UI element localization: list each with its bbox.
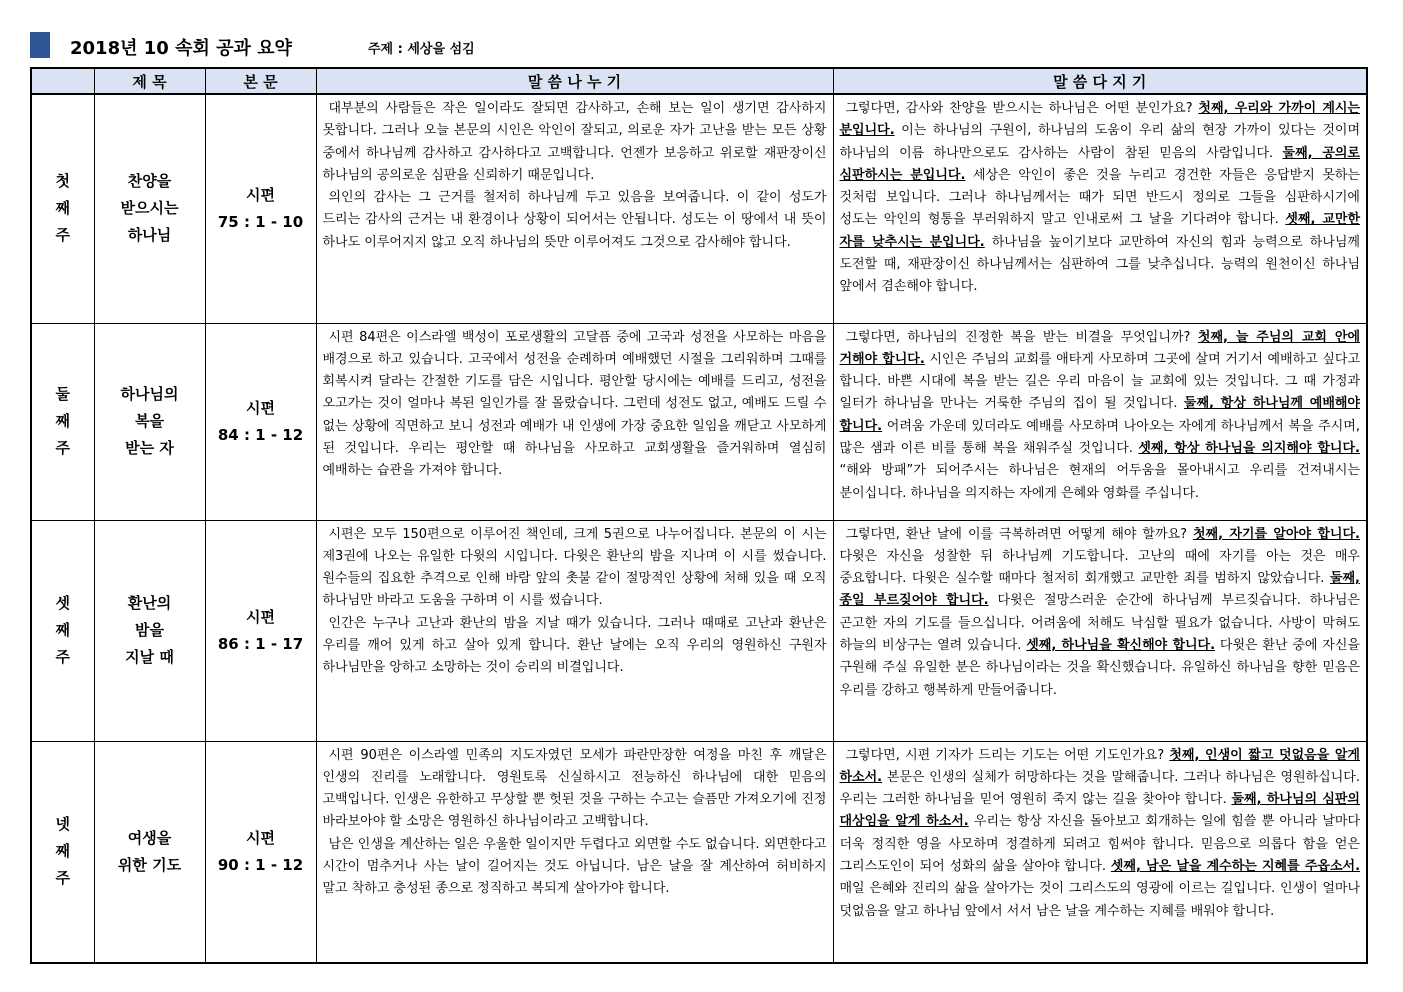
apply-text: 그렇다면, 하나님의 진정한 복을 받는 비결을 무엇입니까?: [845, 329, 1198, 345]
apply-text: 그렇다면, 환난 날에 이를 극복하려면 어떻게 해야 할까요?: [845, 526, 1193, 542]
apply-cell: [833, 741, 1367, 963]
header-subject: 제 목: [94, 68, 205, 94]
share-paragraph: 남은 인생을 계산하는 일은 우울한 일이지만 두렵다고 외면할 수도 없습니다. 외면한다고 시간이 멈추거나 사는 날이 길어지는 것도 아닙니다. 남은 날을 잘 계산하여 허비하지 말고 착하고 충성된 종으로 정직하고 복되게 살아가야 합니다.: [322, 836, 827, 897]
passage-book: 시편: [246, 398, 275, 417]
subject-cell: [94, 520, 205, 741]
header-apply: 말 씀 다 지 기: [833, 68, 1367, 94]
passage-cell: [205, 520, 316, 741]
passage-book: 시편: [246, 828, 275, 847]
share-cell: [316, 323, 833, 520]
table-header-row: [31, 68, 1367, 94]
week-cell: [31, 741, 94, 963]
passage-cell: [205, 323, 316, 520]
table-row: [31, 94, 1367, 323]
week-label: 둘: [55, 385, 70, 403]
subject-cell: [94, 323, 205, 520]
subject-line: 환난의: [127, 594, 172, 612]
table-row: [31, 741, 1367, 963]
lesson-summary-table: [30, 67, 1368, 964]
week-label: 째: [55, 842, 70, 861]
header-share: 말 씀 나 누 기: [316, 68, 833, 94]
subject-line: 하나님: [127, 226, 172, 245]
apply-text: 다윗은 절망스러운 순간에 하나님께 부르짖습니다. 하나님은 곤고한 자의 기도를 들으십니다. 어려움에 처해도 낙심할 필요가 없습니다. 사방이 막혀도 하늘의 비상구는 열려 있습니다.: [839, 593, 1360, 653]
subject-line: 지날 때: [125, 648, 174, 666]
apply-text: “해와 방패”가 되어주시는 하나님은 현재의 어두움을 몰아내시고 우리를 건져내시는 분이십니다. 하나님을 의지하는 자에게 은혜와 영화를 주십니다.: [839, 463, 1360, 501]
passage-verses: 90 : 1 - 12: [217, 855, 304, 874]
key-point: 셋째, 항상 하나님을 의지해야 합니다.: [1138, 440, 1360, 456]
apply-text: 우리는 항상 자신을 돌아보고 회개하는 일에 힘쓸 뿐 아니라 날마다 더욱 정직한 영을 사모하며 정결하게 되려고 힘써야 합니다. 믿음으로 의롭다 함을 얻은 그리스도인이 되어 성화의 삶을 살아야 합니다.: [839, 814, 1361, 874]
share-paragraph: 시편 84편은 이스라엘 백성이 포로생활의 고달픔 중에 고국과 성전을 사모하는 마음을 배경으로 하고 있습니다. 고국에서 성전을 순례하며 예배했던 시절을 그리워하며 그때를 회복시켜 달라는 간절한 기도를 담은 시입니다. 평안할 당시에는 예배를 드리고, 성전을 오고가는 것이 얼마나 복된 일인가를 잘 몰랐습니다. 그런데 성전도 없고, 예배도 드릴 수 없는 상황에 직면하고 보니 성전과 예배가 내 인생에 가장 중요한 일임을 깨닫고 사모하게 된 것입니다. 우리는 평안할 때 하나님을 사모하고 교회생활을 즐거워하며 열심히 예배하는 습관을 가져야 합니다.: [322, 329, 827, 479]
apply-text: 하나님을 높이기보다 교만하여 자신의 힘과 능력으로 하나님께 도전할 때, 재판장이신 하나님께서는 심판하여 그를 낮추십니다. 능력의 원천이신 하나님 앞에서 겸손해야 합니다.: [839, 234, 1360, 295]
passage-cell: [205, 741, 316, 963]
apply-text: 세상은 악인이 좋은 것을 누리고 경건한 자들은 응답받지 못하는 것처럼 보입니다. 그러나 하나님께서는 때가 되면 반드시 정의로 그들을 심판하시기에 성도는 악인의 형통을 부러워하지 말고 인내로써 그 날을 기다려야 합니다.: [839, 167, 1360, 228]
table-row: [31, 323, 1367, 520]
key-point: 첫째, 늘 주님의 교회 안에 거해야 합니다.: [839, 329, 1360, 367]
subject-line: 위한 기도: [117, 855, 182, 874]
key-point: 셋째, 하나님을 확신해야 합니다.: [1026, 637, 1216, 653]
share-cell: [316, 94, 833, 323]
apply-text: 다윗은 환난 중에 자신을 구원해 주실 유일한 분은 하나님이라는 것을 확신했습니다. 유일하신 하나님을 향한 믿음은 우리를 강하고 행복하게 만들어줍니다.: [839, 637, 1360, 698]
key-point: 둘째, 항상 하나님께 예배해야 합니다.: [839, 396, 1360, 434]
key-point: 첫째, 인생이 짧고 덧없음을 알게 하소서.: [839, 747, 1360, 785]
share-paragraph: 시편은 모두 150편으로 이루어진 책인데, 크게 5권으로 나누어집니다. 본문의 이 시는 제3권에 나오는 유일한 다윗의 시입니다. 다윗은 환난의 밤을 지나며 이 시를 썼습니다. 원수들의 집요한 추격으로 인해 바람 앞의 촛불 같이 절망적인 상황에 처해 있을 때 오직 하나님만 바라고 도움을 구하며 이 시를 썼습니다.: [322, 526, 827, 609]
passage-verses: 86 : 1 - 17: [217, 634, 304, 653]
key-point: 둘째, 하나님의 심판의 대상임을 알게 하소서.: [839, 792, 1360, 830]
subject-line: 복을: [135, 412, 164, 430]
key-point: 셋째, 교만한 자를 낮추시는 분입니다.: [839, 212, 1360, 250]
document-header: [30, 30, 1370, 62]
subject-line: 하나님의: [120, 385, 179, 403]
apply-text: 그렇다면, 감사와 찬양을 받으시는 하나님은 어떤 분인가요?: [845, 101, 1199, 116]
week-label: 주: [55, 226, 70, 245]
page-title: 2018년 10 속회 공과 요약: [70, 38, 292, 59]
subject-cell: [94, 741, 205, 963]
table-row: [31, 520, 1367, 741]
share-paragraph: 의인의 감사는 그 근거를 철저히 하나님께 두고 있음을 보여줍니다. 이 같이 성도가 드리는 감사의 근거는 내 환경이나 상황이 되어서는 안됩니다. 성도는 이 땅에서 내 뜻이 하나도 이루어지지 않고 오직 하나님의 뜻만 이루어져도 그것으로 감사해야 합니다.: [322, 190, 827, 250]
apply-cell: [833, 323, 1367, 520]
apply-text: 본문은 인생의 실체가 허망하다는 것을 말해줍니다. 그러나 하나님은 영원하십니다. 우리는 그러한 하나님을 믿어 영원히 죽지 않는 길을 찾아야 합니다.: [839, 769, 1360, 808]
apply-text: 이는 하나님의 구원이, 하나님의 도움이 우리 삶의 현장 가까이 있다는 것이며 하나님의 이름 하나만으로도 감사하는 사람이 참된 믿음의 사람입니다.: [839, 123, 1360, 161]
week-label: 넷: [55, 815, 70, 834]
week-label: 째: [55, 412, 70, 430]
key-point: 셋째, 남은 날을 계수하는 지혜를 주옵소서.: [1110, 858, 1361, 874]
week-cell: [31, 520, 94, 741]
subject-line: 밤을: [135, 621, 164, 639]
apply-text: 매일 은혜와 진리의 삶을 살아가는 것이 그리스도의 영광에 이르는 길입니다. 인생이 얼마나 덧없음을 알고 하나님 앞에서 서서 남은 날을 계수하는 지혜를 배워야 합니다.: [839, 881, 1360, 919]
apply-text: 다윗은 자신을 성찰한 뒤 하나님께 기도합니다. 고난의 때에 자기를 아는 것은 매우 중요합니다. 다윗은 실수할 때마다 철저히 회개했고 교만한 죄를 범하지 않았습니다.: [839, 548, 1360, 587]
key-point: 첫째, 자기를 알아야 합니다.: [1192, 526, 1360, 542]
passage-verses: 75 : 1 - 10: [217, 212, 304, 231]
page-subtitle: 주제 : 세상을 섬김: [368, 42, 475, 57]
apply-text: 시인은 주님의 교회를 애타게 사모하며 그곳에 살며 거기서 예배하고 싶다고 합니다. 바쁜 시대에 복을 받는 길은 우리 마음이 늘 교회에 있는 것입니다. 그 때 가정과 일터가 하나님을 만나는 거룩한 주님의 집이 될 것입니다.: [839, 351, 1361, 412]
passage-book: 시편: [246, 185, 275, 204]
apply-cell: [833, 94, 1367, 323]
key-point: 둘째, 종일 부르짖어야 합니다.: [839, 571, 1360, 609]
share-cell: [316, 741, 833, 963]
week-cell: [31, 323, 94, 520]
week-label: 주: [55, 648, 70, 666]
key-point: 첫째, 우리와 가까이 계시는 분입니다.: [839, 101, 1360, 139]
share-paragraph: 대부분의 사람들은 작은 일이라도 잘되면 감사하고, 손해 보는 일이 생기면 감사하지 못합니다. 그러나 오늘 본문의 시인은 악인이 잘되고, 의로운 자가 고난을 받는 모든 상황 중에서 하나님께 감사하고 감사하다고 고백합니다. 언젠가 보응하고 위로할 재판장이신 하나님의 공의로운 심판을 신뢰하기 때문입니다.: [322, 101, 827, 183]
title-marker: [30, 32, 50, 58]
share-cell: [316, 520, 833, 741]
week-label: 셋: [55, 594, 70, 612]
header-passage: 본 문: [205, 68, 316, 94]
apply-text: 어려움 가운데 있더라도 예배를 사모하며 나아오는 자에게 하나님께서 복을 주시며, 많은 샘과 이른 비를 통해 복을 채워주실 것입니다.: [839, 418, 1360, 456]
share-paragraph: 인간은 누구나 고난과 환난의 밤을 지날 때가 있습니다. 그러나 때때로 고난과 환난은 우리를 깨어 있게 하고 살아 있게 합니다. 환난 날에는 오직 우리의 영원하신 구원자 하나님만을 앙하고 소망하는 것이 승리의 비결입니다.: [322, 615, 827, 676]
passage-cell: [205, 94, 316, 323]
week-label: 주: [55, 439, 70, 457]
passage-verses: 84 : 1 - 12: [217, 425, 304, 444]
passage-book: 시편: [246, 607, 275, 626]
subject-line: 여생을: [127, 828, 172, 847]
key-point: 둘째, 공의로 심판하시는 분입니다.: [839, 145, 1360, 183]
subject-line: 받는 자: [125, 439, 174, 457]
week-label: 주: [55, 869, 70, 888]
header-week: [31, 68, 94, 94]
week-cell: [31, 94, 94, 323]
week-label: 째: [55, 199, 70, 218]
apply-text: 그렇다면, 시편 기자가 드리는 기도는 어떤 기도인가요?: [845, 747, 1170, 763]
apply-cell: [833, 520, 1367, 741]
week-label: 첫: [55, 172, 70, 191]
week-label: 째: [55, 621, 70, 639]
subject-line: 찬양을: [127, 172, 172, 191]
subject-cell: [94, 94, 205, 323]
subject-line: 받으시는: [120, 199, 179, 218]
share-paragraph: 시편 90편은 이스라엘 민족의 지도자였던 모세가 파란만장한 여정을 마친 후 깨달은 인생의 진리를 노래합니다. 영원토록 신실하시고 전능하신 하나님에 대한 믿음의 고백입니다. 인생은 유한하고 무상할 뿐 헛된 것을 구하는 수고는 슬픔만 가져오기에 진정 바라보아야 할 소망은 영원하신 하나님이라고 고백합니다.: [322, 747, 827, 830]
